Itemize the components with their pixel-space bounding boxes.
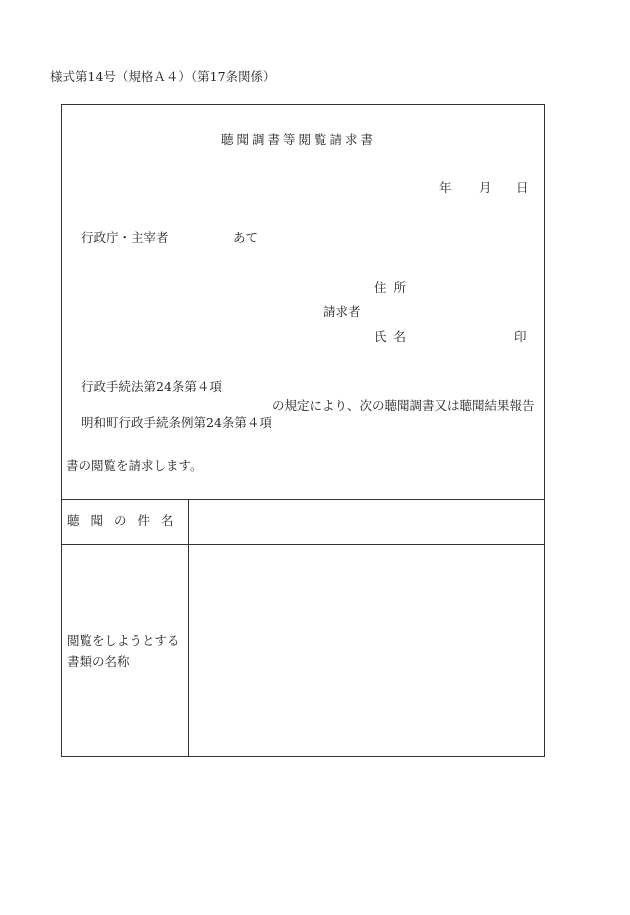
form-title: 聴聞調書等閲覧請求書 (221, 132, 377, 147)
addressee-label: 行政庁・主宰者 (81, 230, 169, 245)
document-name-label-line1: 閲覧をしようとする (67, 633, 180, 648)
law-reference-local: 明和町行政手続条例第24条第４項 (81, 415, 272, 430)
name-label: 氏名 (374, 329, 414, 344)
date-day-label: 日 (516, 180, 529, 195)
seal-mark: 印 (514, 329, 527, 344)
document-name-field[interactable] (189, 544, 544, 756)
addressee-suffix: あて (233, 230, 259, 245)
law-reference-national: 行政手続法第24条第４項 (81, 379, 222, 394)
request-clause-ending: 書の閲覧を請求します。 (66, 458, 203, 473)
date-month-label: 月 (479, 180, 492, 195)
date-year-label: 年 (439, 180, 452, 195)
document-name-label-line2: 書類の名称 (67, 654, 130, 669)
hearing-subject-label: 聴聞の件名 (67, 513, 185, 528)
hearing-subject-field[interactable] (189, 499, 544, 542)
form-code: 様式第14号（規格Ａ４）（第17条関係） (50, 69, 276, 84)
request-clause: の規定により、次の聴聞調書又は聴聞結果報告 (272, 398, 535, 413)
address-label: 住所 (374, 280, 414, 295)
requester-label: 請求者 (323, 304, 361, 319)
